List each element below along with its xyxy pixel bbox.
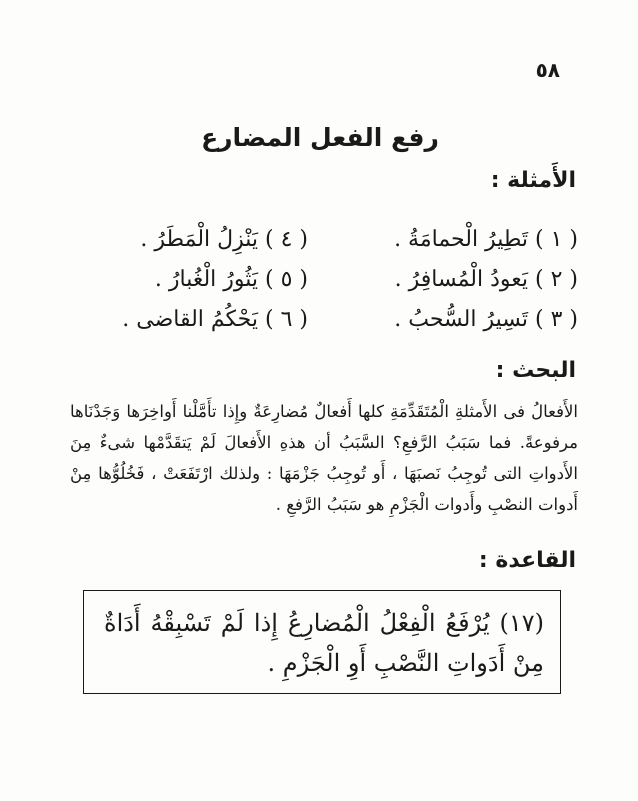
example-number: ( ٣ ) xyxy=(535,307,578,332)
page-number: ٥٨ xyxy=(535,58,560,82)
discussion-heading: البحث : xyxy=(495,358,576,383)
example-text: يَنْزِلُ الْمَطَرُ . xyxy=(140,227,259,252)
example-item-6 xyxy=(122,302,308,338)
rule-heading: القاعدة : xyxy=(478,548,576,573)
example-number: ( ٤ ) xyxy=(265,227,308,252)
example-item-4 xyxy=(140,222,308,258)
rule-text: يُرْفَعُ الْفِعْلُ الْمُضارِعُ إِذا لَمْ تَسْبِقْهُ أَدَاةٌ مِنْ أَدَواتِ النَّصْبِ أَوِ الْجَزْمِ . xyxy=(104,609,544,677)
example-text: يَحْكُمُ القاضى . xyxy=(122,307,259,332)
examples-heading: الأَمثلة : xyxy=(490,168,576,193)
example-item-5 xyxy=(155,262,308,298)
example-number: ( ٢ ) xyxy=(535,267,578,292)
example-text: تَطِيرُ الْحمامَةُ . xyxy=(394,227,529,252)
example-number: ( ٥ ) xyxy=(265,267,308,292)
example-item-1 xyxy=(394,222,578,258)
example-number: ( ١ ) xyxy=(535,227,578,252)
rule-box xyxy=(83,590,561,694)
example-number: ( ٦ ) xyxy=(265,307,308,332)
example-text: يَعودُ الْمُسافِرُ . xyxy=(394,267,529,292)
rule-number: (١٧) xyxy=(499,609,544,637)
example-item-3 xyxy=(394,302,578,338)
discussion-paragraph: الأَفعالُ فى الأَمثلةِ الْمُتَقَدِّمَةِ كلها أَفعالٌ مُضارِعَةٌ وإِذا تأَمَّلْنا أَواخِرَها وَجَدْنَاها مرفوعةً. فما سَبَبُ الرَّفعِ؟ السَّبَبُ أن هذهِ الأَفعالَ لَمْ يَتقَدَّمْها شىءٌ مِنَ الأَدواتِ التى تُوجِبُ نَصبَهَا ، أَو تُوجِبُ جَزْمَهَا : ولذلك ارْتَفَعَتْ ، فَخُلُوُّها مِنْ أَدوات النصْبِ وأَدوات الْجَزْمِ هو سَبَبُ الرَّفعِ . xyxy=(70,402,578,514)
rule-statement xyxy=(104,603,544,683)
example-text: تَسِيرُ السُّحبُ . xyxy=(394,307,529,332)
example-item-2 xyxy=(395,262,578,298)
example-text: يَثُورُ الْغُبارُ . xyxy=(154,267,259,292)
lesson-title: رفع الفعل المضارع xyxy=(201,123,439,152)
